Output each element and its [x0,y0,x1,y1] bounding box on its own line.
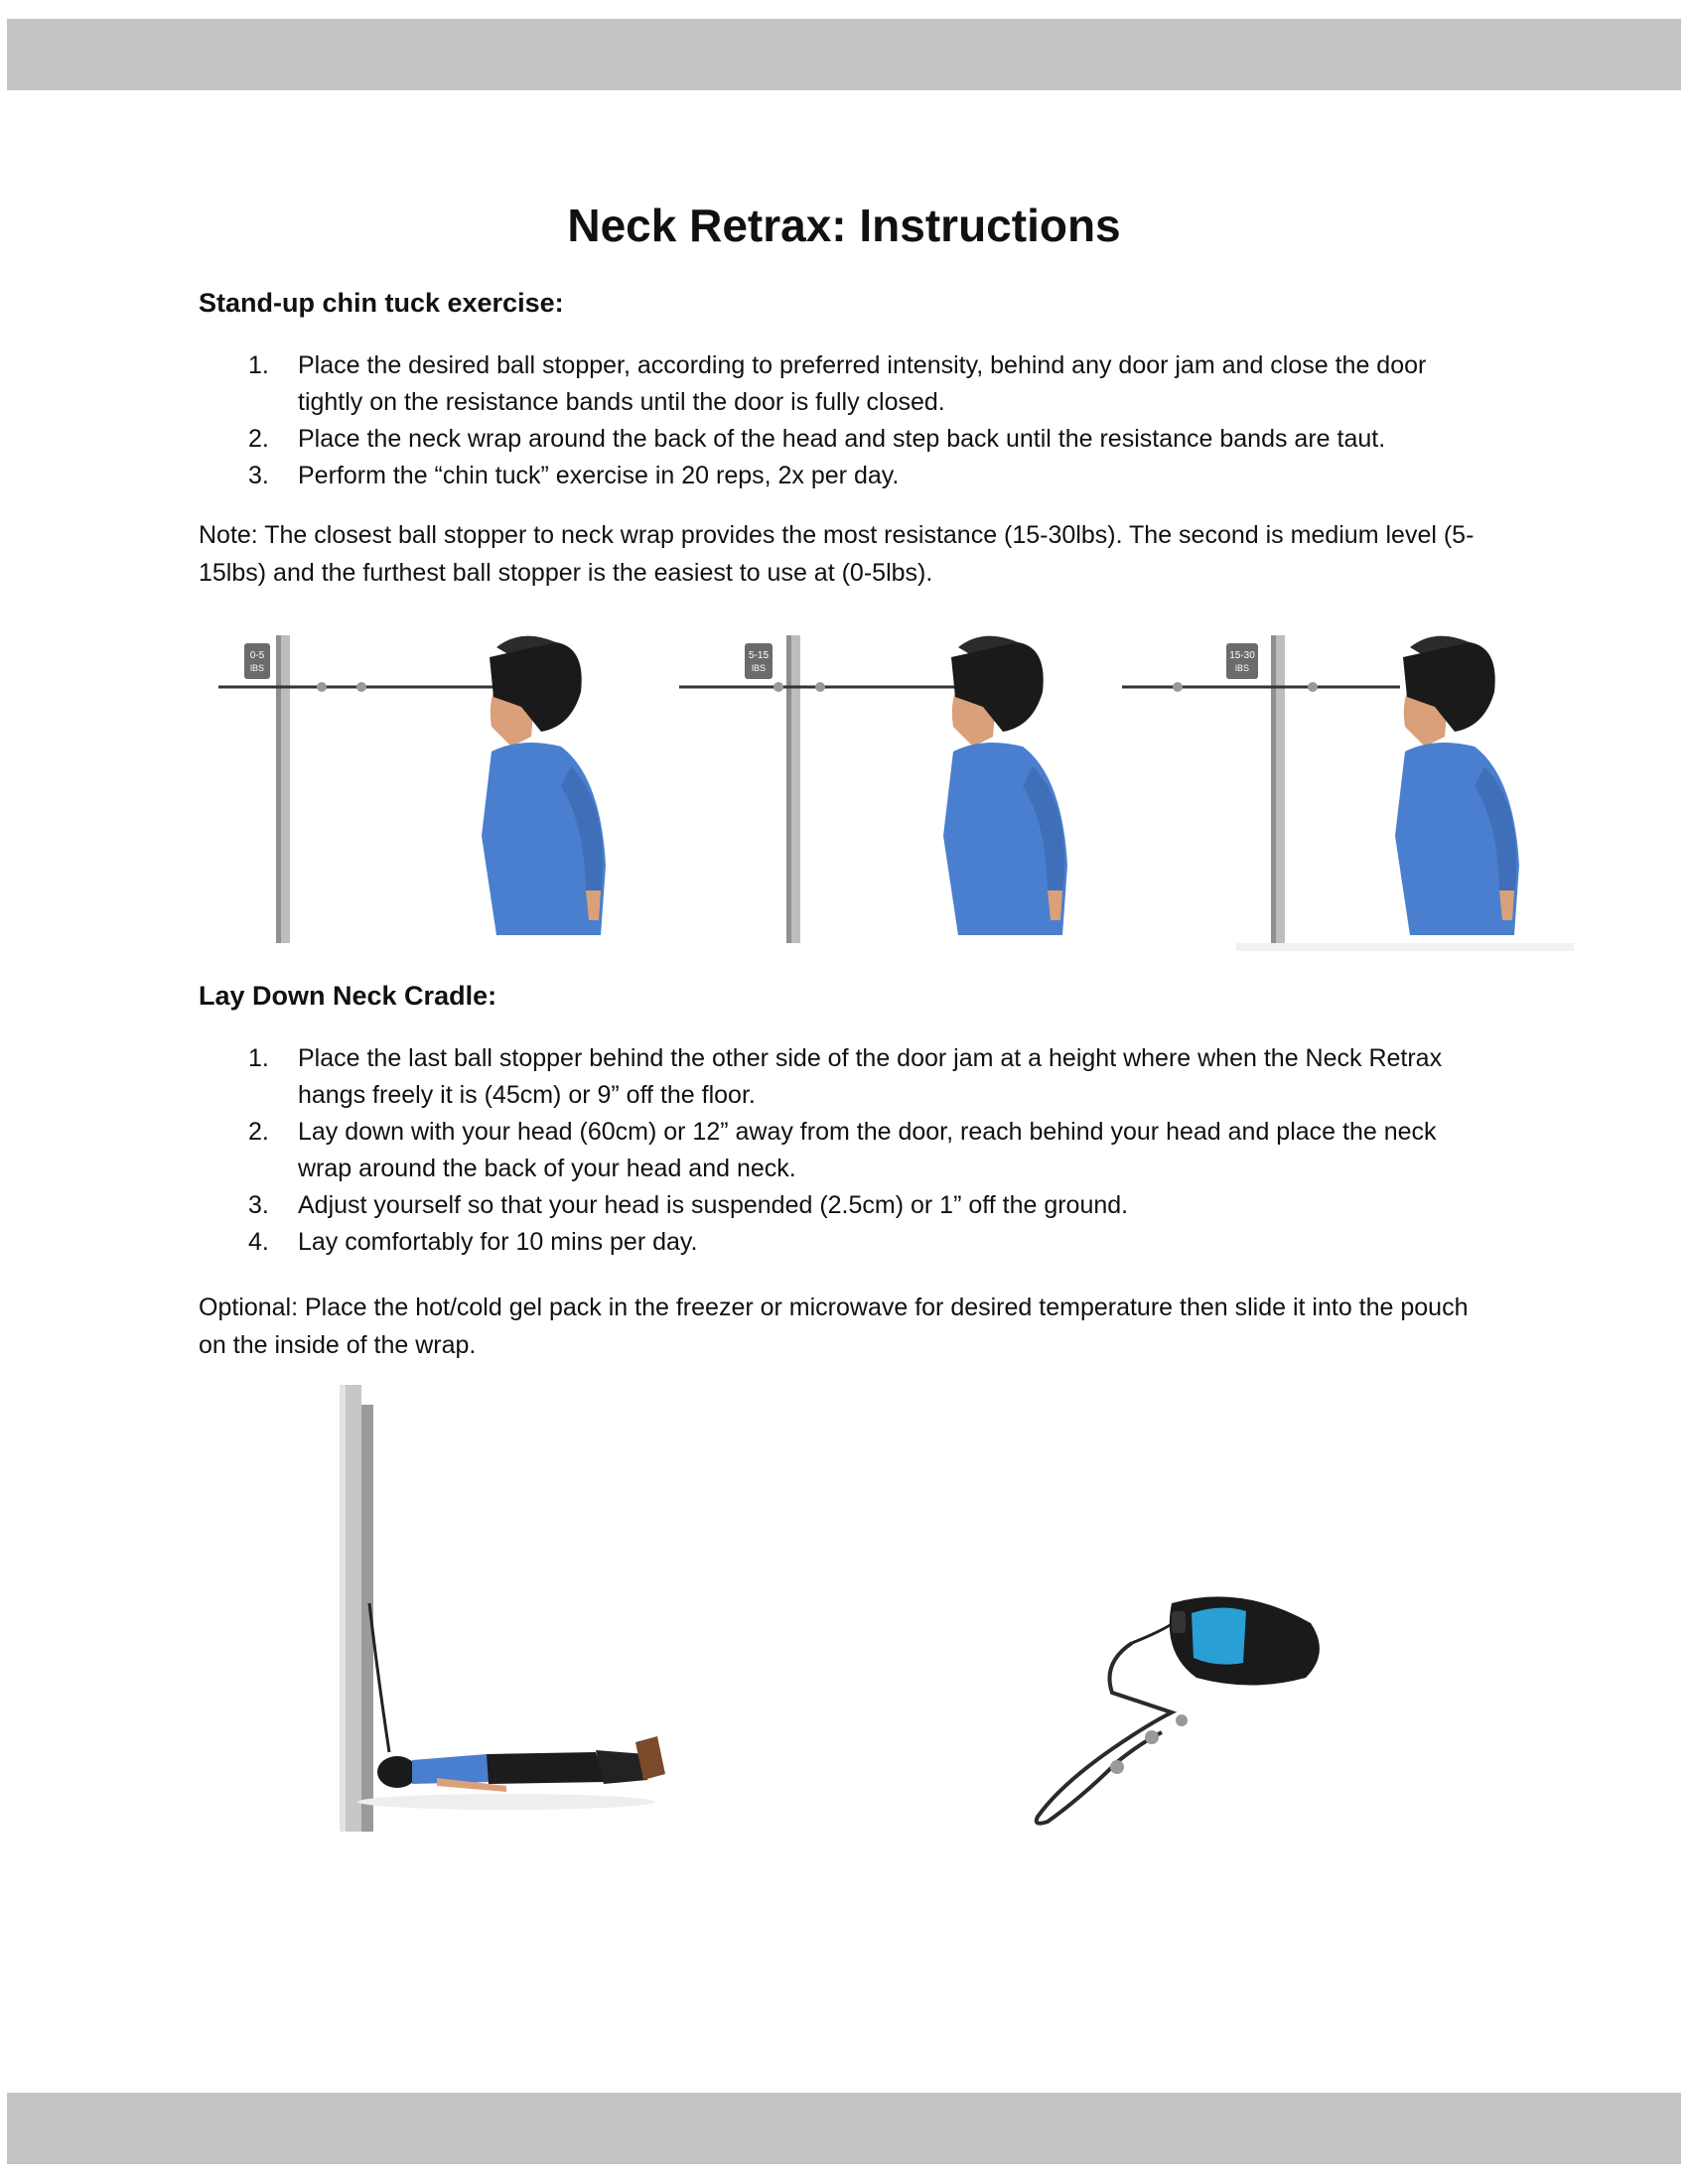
ball-stopper [1145,1730,1159,1744]
intensity-tag [244,643,270,679]
ball-stopper [774,682,783,692]
intensity-tag-unit: lBS [249,663,265,673]
header-band [7,19,1681,90]
standup-steps-list [199,347,1489,494]
laydown-steps-list [199,1040,1489,1261]
ball-stopper [1173,682,1183,692]
person-pants [487,1752,606,1784]
resistance-note: Note: The closest ball stopper to neck wrap provides the most resistance (15-30lbs). The second is medium level (5-15lbs) and the furthest ball stopper is the easiest to use at (0-5lbs). [199,521,1475,587]
neck-wrap-product [1023,1583,1400,1842]
intensity-tag-value: 15-30 [1229,650,1255,661]
intensity-tag-value: 0-5 [249,650,265,661]
standup-step: 3. Perform the “chin tuck” exercise in 20 reps, 2x per day. [248,462,900,489]
intensity-tag [1226,643,1258,679]
standup-figure-2 [679,635,1067,943]
intensity-tag-unit: lBS [1234,663,1250,673]
intensity-tag-unit: lBS [751,663,767,673]
person [943,636,1067,935]
standup-figure-1 [218,635,606,943]
ball-stopper [1308,682,1318,692]
page-title: Neck Retrax: Instructions [567,200,1121,251]
intensity-tag-value: 5-15 [748,650,770,661]
neck-wrap [1170,1596,1320,1685]
ball-stopper [317,682,327,692]
ball-stopper [1110,1760,1124,1774]
laydown-illustration [278,1385,814,1842]
laydown-step: 3. Adjust yourself so that your head is suspended (2.5cm) or 1” off the ground. [248,1191,1129,1219]
optional-note: Optional: Place the hot/cold gel pack in the freezer or microwave for desired temperature then slide it into the pouch on the inside of the wrap. [199,1294,1469,1359]
section-heading-laydown: Lay Down Neck Cradle: [199,981,497,1011]
standup-illustrations [0,615,1688,963]
standup-step: 2. Place the neck wrap around the back of the head and step back until the resistance bands are taut. [248,425,1386,453]
person [1395,636,1519,935]
standup-step: 1. Place the desired ball stopper, according to preferred intensity, behind any door jam and close the door tightly on the resistance bands until the door is fully closed. [248,351,1427,416]
laydown-step: 1. Place the last ball stopper behind the other side of the door jam at a height where when the Neck Retrax hangs freely it is (45cm) or 9” off the floor. [248,1044,1443,1109]
intensity-tag [745,643,773,679]
neck-wrap [377,1756,417,1788]
standup-figure-3 [1122,635,1574,951]
laydown-step: 2. Lay down with your head (60cm) or 12” away from the door, reach behind your head and place the neck wrap around the back of your head and neck. [248,1118,1437,1182]
section-heading-standup: Stand-up chin tuck exercise: [199,288,564,318]
person [482,636,606,935]
ball-stopper [1176,1714,1188,1726]
gel-pack-pouch [1192,1607,1246,1664]
ball-stopper [356,682,366,692]
ball-stopper [815,682,825,692]
person-shirt [412,1754,492,1784]
footer-band [7,2093,1681,2164]
laydown-step: 4. Lay comfortably for 10 mins per day. [248,1228,698,1256]
